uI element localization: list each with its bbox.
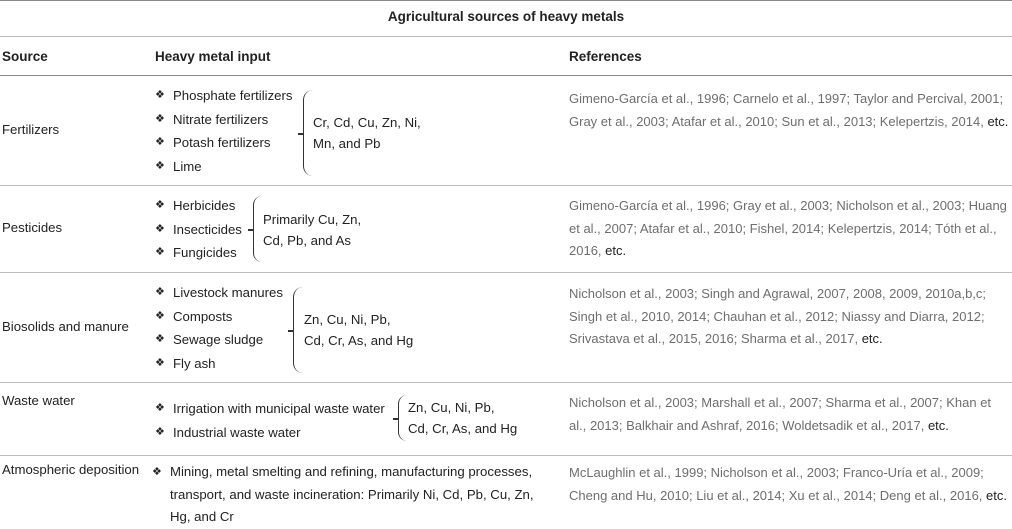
list-item: ❖ Industrial waste water bbox=[155, 421, 385, 445]
header-references: References bbox=[569, 49, 642, 64]
table-row bbox=[0, 273, 1012, 382]
table-row bbox=[0, 383, 1012, 455]
diamond-bullet-icon: ❖ bbox=[155, 402, 165, 414]
row-source: Waste water bbox=[2, 393, 75, 408]
diamond-bullet-icon: ❖ bbox=[155, 309, 165, 322]
group-brace bbox=[398, 395, 407, 441]
heavy-metals: Zn, Cu, Ni, Pb, Cd, Cr, As, and Hg bbox=[304, 312, 414, 348]
list-item: ❖ Lime bbox=[155, 155, 292, 179]
list-item: ❖ Phosphate fertilizers bbox=[155, 84, 292, 108]
diamond-bullet-icon: ❖ bbox=[155, 89, 165, 101]
group-brace bbox=[303, 90, 313, 176]
input-description: ❖ Mining, metal smelting and refining, manufacturing processes, transport, and waste incineration: Primarily Ni, Cd, Pb, Cu, Zn, Hg, and Cr bbox=[152, 461, 552, 529]
title-rule bbox=[0, 36, 1012, 37]
heavy-metals: Zn, Cu, Ni, Pb, Cd, Cr, As, and Hg bbox=[408, 400, 518, 436]
references-cell: Nicholson et al., 2003; Marshall et al., 2007; Sharma et al., 2007; Khan et al., 2013; Balkhair and Ashraf, 2016; Woldetsadik et al., 2017, etc. bbox=[569, 395, 992, 433]
input-list bbox=[155, 397, 385, 444]
table-row bbox=[0, 456, 1012, 524]
references-cell: McLaughlin et al., 1999; Nicholson et al., 2003; Franco-Uría et al., 2009; Cheng and Hu, 2010; Liu et al., 2014; Xu et al., 2014; Deng et al., 2016, etc. bbox=[569, 465, 1008, 503]
row-source: Fertilizers bbox=[2, 122, 60, 137]
row-source: Atmospheric deposition bbox=[2, 462, 140, 477]
diamond-bullet-icon: ❖ bbox=[152, 466, 162, 478]
table-top-rule bbox=[0, 0, 1012, 1]
heavy-metals: Cr, Cd, Cu, Zn, Ni, Mn, and Pb bbox=[313, 115, 421, 151]
list-item: ❖ Fungicides bbox=[155, 241, 242, 265]
row-source: Pesticides bbox=[2, 220, 63, 235]
diamond-bullet-icon: ❖ bbox=[155, 356, 165, 369]
list-item: ❖ Fly ash bbox=[155, 352, 283, 376]
list-item: ❖ Livestock manures bbox=[155, 281, 283, 305]
diamond-bullet-icon: ❖ bbox=[155, 136, 165, 148]
row-source: Biosolids and manure bbox=[2, 319, 129, 334]
group-brace bbox=[253, 196, 262, 262]
references-cell: Gimeno-García et al., 1996; Carnelo et al., 1997; Taylor and Percival, 2001; Gray et al., 2003; Atafar et al., 2010; Sun et al., 2013; Kelepertzis, 2014, etc. bbox=[569, 91, 1009, 129]
diamond-bullet-icon: ❖ bbox=[155, 333, 165, 345]
list-item: ❖ Nitrate fertilizers bbox=[155, 108, 292, 132]
diamond-bullet-icon: ❖ bbox=[155, 112, 165, 125]
diamond-bullet-icon: ❖ bbox=[155, 425, 165, 438]
input-list bbox=[155, 281, 283, 375]
list-item: ❖ Herbicides bbox=[155, 194, 242, 218]
input-list bbox=[155, 84, 292, 178]
diamond-bullet-icon: ❖ bbox=[155, 159, 165, 172]
diamond-bullet-icon: ❖ bbox=[155, 199, 165, 211]
table-title: Agricultural sources of heavy metals bbox=[387, 9, 625, 24]
table-row bbox=[0, 186, 1012, 272]
list-item: ❖ Sewage sludge bbox=[155, 328, 283, 352]
heavy-metals: Primarily Cu, Zn, Cd, Pb, and As bbox=[263, 212, 362, 248]
diamond-bullet-icon: ❖ bbox=[155, 286, 165, 298]
list-item: ❖ Insecticides bbox=[155, 218, 242, 242]
header-source: Source bbox=[2, 49, 48, 64]
input-list bbox=[155, 194, 242, 265]
header-heavy-metal-input: Heavy metal input bbox=[155, 49, 271, 64]
list-item: ❖ Potash fertilizers bbox=[155, 131, 292, 155]
list-item: ❖ Composts bbox=[155, 305, 283, 329]
references-cell: Gimeno-García et al., 1996; Gray et al., 2003; Nicholson et al., 2003; Huang et al., 2007; Atafar et al., 2010; Fishel, 2014; Kelepertzis, 2014; Tóth et al., 2016, etc. bbox=[569, 198, 1007, 258]
references-cell: Nicholson et al., 2003; Singh and Agrawal, 2007, 2008, 2009, 2010a,b,c; Singh et al., 2010, 2014; Chauhan et al., 2012; Niassy and Diarra, 2012; Srivastava et al., 2015, 2016; Sharma et al., 2017, etc. bbox=[569, 286, 987, 346]
diamond-bullet-icon: ❖ bbox=[155, 246, 165, 258]
group-brace bbox=[293, 287, 303, 373]
diamond-bullet-icon: ❖ bbox=[155, 222, 165, 235]
list-item: ❖ Irrigation with municipal waste water bbox=[155, 397, 385, 421]
table-row bbox=[0, 76, 1012, 185]
